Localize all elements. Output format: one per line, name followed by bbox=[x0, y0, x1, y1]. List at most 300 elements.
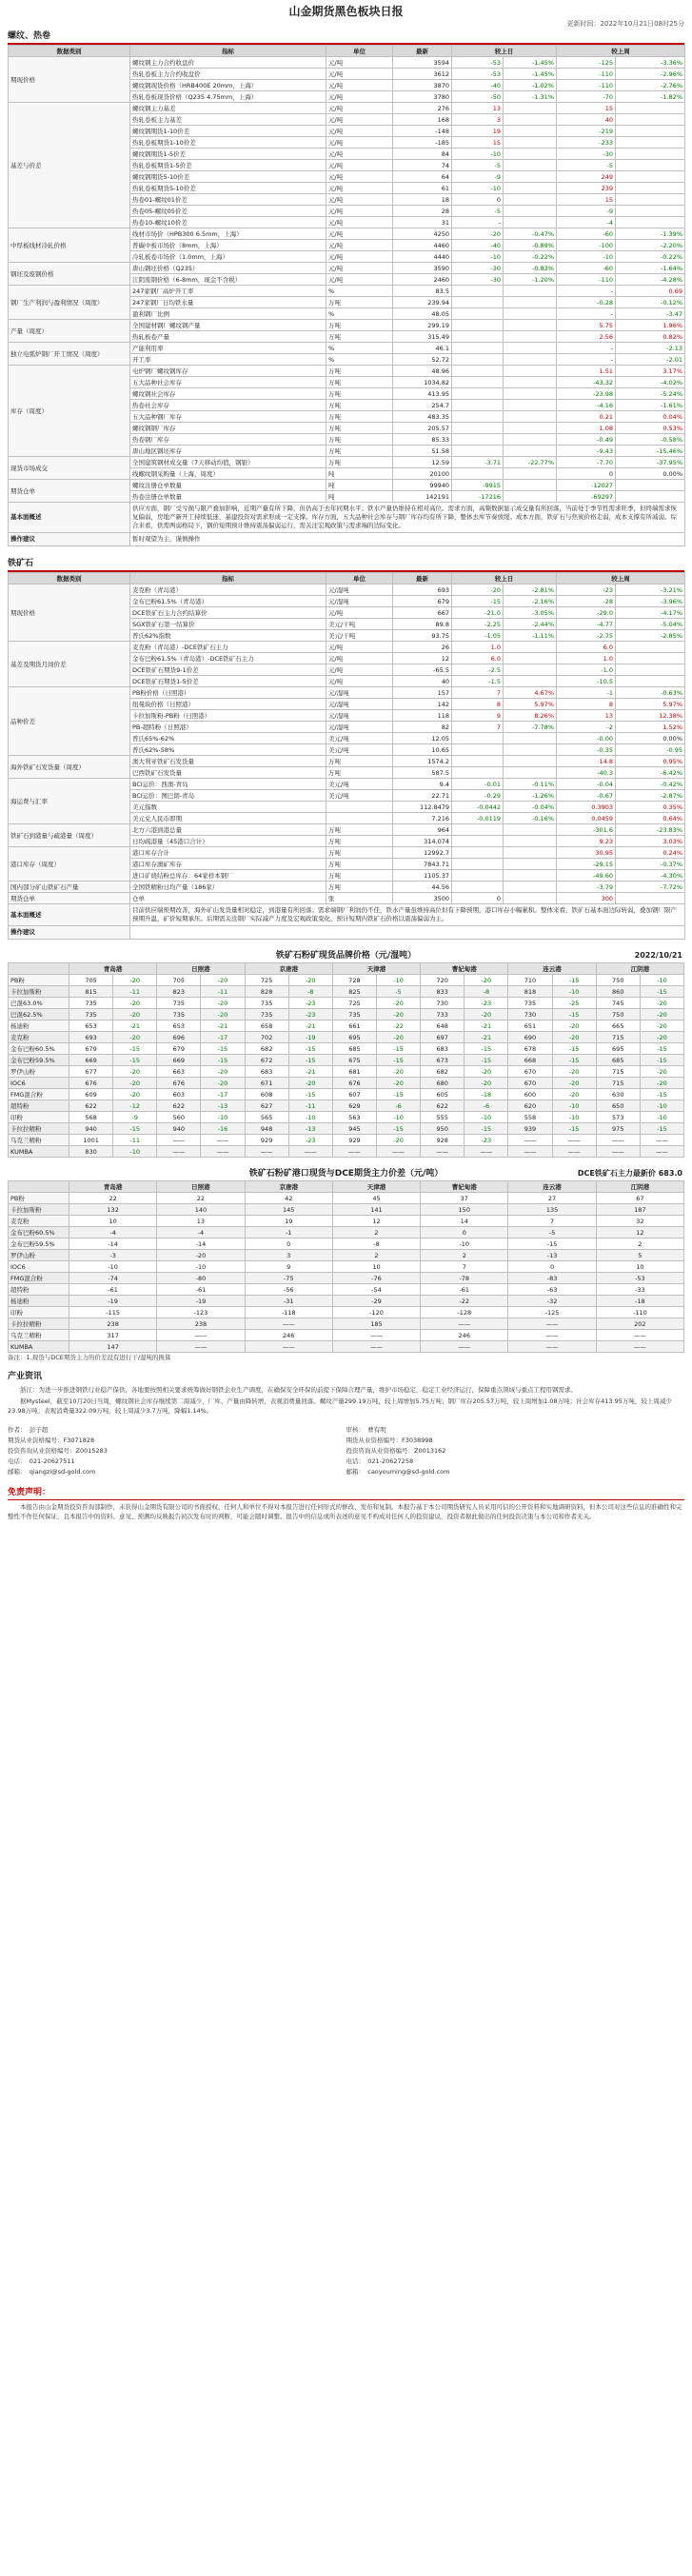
price-cell: 679 bbox=[69, 1043, 113, 1055]
table-row bbox=[9, 286, 685, 297]
change-cell: -0.67 bbox=[557, 790, 616, 802]
indicator-cell: 五大品种钢厂库存 bbox=[130, 411, 326, 423]
table-row bbox=[9, 1250, 684, 1261]
latest-value-cell: -148 bbox=[393, 126, 452, 137]
ore-header-cell: 指标 bbox=[130, 573, 326, 585]
indicator-cell: 螺纹钢社会库存 bbox=[130, 388, 326, 400]
change-cell: -0.37% bbox=[616, 859, 685, 870]
price-change-cell: -21 bbox=[113, 1020, 157, 1032]
latest-value-cell: 31 bbox=[393, 217, 452, 228]
price-change-cell: -12 bbox=[113, 1100, 157, 1112]
change-cell: -110 bbox=[557, 80, 616, 91]
unit-cell: 元/湿吨 bbox=[326, 699, 393, 710]
price-change-cell: -19 bbox=[288, 1032, 332, 1043]
indicator-cell: 港口库存合计 bbox=[130, 847, 326, 859]
change-cell: -4 bbox=[557, 217, 616, 228]
change-cell: 5.97% bbox=[616, 699, 685, 710]
price-change-cell: -20 bbox=[640, 1078, 683, 1089]
change-cell: -69297 bbox=[557, 491, 616, 503]
ore-brand-cell: PB粉 bbox=[9, 975, 69, 986]
ore-header-cell: 最新 bbox=[393, 573, 452, 585]
price-cell: 733 bbox=[421, 1009, 465, 1020]
basis-cell: 37 bbox=[421, 1193, 508, 1204]
latest-value-cell: 89.8 bbox=[393, 619, 452, 630]
indicator-cell: 普氏65%-62% bbox=[130, 733, 326, 744]
price-cell: 715 bbox=[596, 1032, 640, 1043]
price-change-cell: -20 bbox=[640, 1020, 683, 1032]
ore-brand-cell: KUMBA bbox=[9, 1341, 69, 1353]
price-change-cell: -15 bbox=[640, 986, 683, 998]
basis-cell: 10 bbox=[69, 1216, 157, 1227]
change-cell bbox=[504, 160, 557, 171]
table-row bbox=[9, 847, 685, 859]
change-cell: 15 bbox=[557, 194, 616, 206]
price-change-cell: -20 bbox=[113, 1032, 157, 1043]
latest-value-cell: 93.75 bbox=[393, 630, 452, 642]
change-cell: -2.96% bbox=[616, 69, 685, 80]
change-cell: -1.05 bbox=[452, 630, 504, 642]
price-change-cell: -20 bbox=[465, 1078, 508, 1089]
ore-brand-cell: 印粉 bbox=[9, 1307, 69, 1318]
price-cell: 690 bbox=[508, 1032, 552, 1043]
change-cell: -21.0 bbox=[452, 607, 504, 619]
change-cell bbox=[452, 744, 504, 756]
change-cell: -1 bbox=[557, 687, 616, 699]
contact-line: 投资咨询从业资格编号：Z0013162 bbox=[346, 1447, 446, 1455]
change-cell bbox=[504, 733, 557, 744]
ore-brand-cell: 乌克兰精粉 bbox=[9, 1135, 69, 1146]
latest-value-cell: 61 bbox=[393, 183, 452, 194]
latest-value-cell: 20100 bbox=[393, 468, 452, 480]
change-cell bbox=[616, 137, 685, 149]
unit-cell: 万吨 bbox=[326, 400, 393, 411]
latest-value-cell: 12992.7 bbox=[393, 847, 452, 859]
price-change-cell: -16 bbox=[201, 1123, 245, 1135]
change-cell: -4.16 bbox=[557, 400, 616, 411]
change-cell: 5.75 bbox=[557, 320, 616, 331]
table-row bbox=[9, 1009, 684, 1020]
unit-cell: 元/吨 bbox=[326, 103, 393, 114]
change-cell: 0.64% bbox=[616, 813, 685, 824]
change-cell bbox=[452, 377, 504, 388]
price-cell: 603 bbox=[157, 1089, 201, 1100]
change-cell: 13 bbox=[557, 710, 616, 722]
price-cell: 685 bbox=[332, 1043, 376, 1055]
change-cell: -1.61% bbox=[616, 400, 685, 411]
change-cell bbox=[504, 331, 557, 343]
basis-cell: 140 bbox=[157, 1204, 245, 1216]
change-cell: -53 bbox=[452, 69, 504, 80]
unit-cell: 万吨 bbox=[326, 882, 393, 893]
change-cell: -10 bbox=[452, 183, 504, 194]
change-cell: -30 bbox=[452, 263, 504, 274]
port-header: 江阴港 bbox=[596, 1181, 683, 1193]
change-cell: -40 bbox=[452, 80, 504, 91]
unit-cell: 元/湿吨 bbox=[326, 710, 393, 722]
unit-cell: 吨 bbox=[326, 480, 393, 491]
indicator-cell: 进口矿烧结粉总库存：64家样本钢厂 bbox=[130, 870, 326, 882]
price-change-cell: -11 bbox=[201, 986, 245, 998]
indicator-cell: 唐山钢坯价格（Q235） bbox=[130, 263, 326, 274]
table-row bbox=[9, 986, 684, 998]
change-cell: -9915 bbox=[452, 480, 504, 491]
latest-value-cell: 82 bbox=[393, 722, 452, 733]
change-cell: -1.45% bbox=[504, 57, 557, 69]
indicator-cell: 卡拉加斯粉-PB粉（日照港） bbox=[130, 710, 326, 722]
spot-table-title bbox=[8, 949, 684, 962]
unit-cell: 吨 bbox=[326, 468, 393, 480]
price-cell: 568 bbox=[69, 1112, 113, 1123]
ore-brand-cell: 杨迪粉 bbox=[9, 1296, 69, 1307]
indicator-cell: 热卷注册仓单数量 bbox=[130, 491, 326, 503]
price-cell: 725 bbox=[332, 998, 376, 1009]
unit-cell: 美元/吨 bbox=[326, 790, 393, 802]
price-cell: 730 bbox=[508, 1009, 552, 1020]
change-cell bbox=[504, 744, 557, 756]
ore-brand-cell: FMG混合粉 bbox=[9, 1273, 69, 1284]
price-cell: 678 bbox=[508, 1043, 552, 1055]
indicator-cell: PB粉价格（日照港） bbox=[130, 687, 326, 699]
change-cell: 4.67% bbox=[504, 687, 557, 699]
table-row bbox=[9, 1238, 684, 1250]
basis-cell: -4 bbox=[157, 1227, 245, 1238]
table-row bbox=[9, 756, 685, 767]
change-cell: 7 bbox=[452, 687, 504, 699]
unit-cell: 万吨 bbox=[326, 756, 393, 767]
contact-line: 邮箱： caoyouming@sd-gold.com bbox=[346, 1468, 450, 1476]
price-change-cell: -20 bbox=[552, 1089, 596, 1100]
unit-cell: 美元/干吨 bbox=[326, 619, 393, 630]
change-cell: 3.03% bbox=[616, 836, 685, 847]
change-cell bbox=[452, 286, 504, 297]
change-cell: - bbox=[557, 343, 616, 354]
ore-brand-cell: 巴混62.5% bbox=[9, 1009, 69, 1020]
category-cell: 品种价差 bbox=[9, 687, 130, 756]
price-cell: 675 bbox=[332, 1055, 376, 1066]
unit-cell: 美元/吨 bbox=[326, 744, 393, 756]
latest-value-cell: 99940 bbox=[393, 480, 452, 491]
category-cell: 铁矿石到港量与疏港量（周度） bbox=[9, 824, 130, 847]
steel-header-cell: 较上周 bbox=[557, 46, 685, 57]
latest-value-cell: 299.19 bbox=[393, 320, 452, 331]
latest-value-cell: -65.5 bbox=[393, 664, 452, 676]
basis-cell: -61 bbox=[421, 1284, 508, 1296]
price-cell: 735 bbox=[69, 998, 113, 1009]
change-cell: -2.01 bbox=[616, 354, 685, 366]
ore-brand-cell: 麦克粉 bbox=[9, 1216, 69, 1227]
basis-table bbox=[8, 1180, 684, 1353]
change-cell bbox=[616, 480, 685, 491]
change-cell: -7.72% bbox=[616, 882, 685, 893]
table-row bbox=[9, 103, 685, 114]
unit-cell: 万吨 bbox=[326, 824, 393, 836]
latest-value-cell: 4250 bbox=[393, 228, 452, 240]
basis-cell: -61 bbox=[157, 1284, 245, 1296]
basis-cell: —— bbox=[508, 1341, 596, 1353]
table-row bbox=[9, 1216, 684, 1227]
price-change-cell: -6 bbox=[376, 1100, 420, 1112]
basis-cell: -29 bbox=[332, 1296, 420, 1307]
change-cell: 0.3903 bbox=[557, 802, 616, 813]
change-cell bbox=[504, 824, 557, 836]
price-change-cell: -20 bbox=[113, 1066, 157, 1078]
ore-brand-cell: 金布巴粉60.5% bbox=[9, 1227, 69, 1238]
price-change-cell: -20 bbox=[201, 1009, 245, 1020]
latest-value-cell: 74 bbox=[393, 160, 452, 171]
price-cell: 693 bbox=[69, 1032, 113, 1043]
ore-brand-cell: 印粉 bbox=[9, 1112, 69, 1123]
table-row bbox=[9, 343, 685, 354]
price-change-cell: -15 bbox=[113, 1043, 157, 1055]
price-cell: 608 bbox=[245, 1089, 288, 1100]
table-row bbox=[9, 1089, 684, 1100]
price-cell: 705 bbox=[69, 975, 113, 986]
change-cell: 14.8 bbox=[557, 756, 616, 767]
change-cell: 0 bbox=[452, 194, 504, 206]
price-cell: 670 bbox=[508, 1078, 552, 1089]
table-row bbox=[9, 366, 685, 377]
price-cell: 929 bbox=[245, 1135, 288, 1146]
price-cell: 815 bbox=[69, 986, 113, 998]
ore-brand-cell: KUMBA bbox=[9, 1146, 69, 1158]
change-cell: -10 bbox=[452, 251, 504, 263]
change-cell: -5.04% bbox=[616, 619, 685, 630]
indicator-cell: DCE铁矿石期货9-1价差 bbox=[130, 664, 326, 676]
change-cell bbox=[616, 642, 685, 653]
change-cell: -2.16% bbox=[504, 596, 557, 607]
change-cell: -2.76% bbox=[616, 80, 685, 91]
price-change-cell: -15 bbox=[201, 1055, 245, 1066]
unit-cell: 万吨 bbox=[326, 377, 393, 388]
price-cell: 679 bbox=[157, 1043, 201, 1055]
unit-cell: 元/吨 bbox=[326, 114, 393, 126]
basis-cell: -15 bbox=[508, 1238, 596, 1250]
price-cell: 683 bbox=[421, 1043, 465, 1055]
change-cell bbox=[616, 491, 685, 503]
change-cell: -219 bbox=[557, 126, 616, 137]
price-change-cell: -15 bbox=[552, 1123, 596, 1135]
unit-cell: 元/吨 bbox=[326, 194, 393, 206]
latest-value-cell: 239.94 bbox=[393, 297, 452, 308]
unit-cell: 元/吨 bbox=[326, 149, 393, 160]
change-cell bbox=[504, 377, 557, 388]
unit-cell: 万吨 bbox=[326, 320, 393, 331]
indicator-cell: 北方六港到港总量 bbox=[130, 824, 326, 836]
unit-cell: 元/吨 bbox=[326, 263, 393, 274]
change-cell: -0.83% bbox=[504, 263, 557, 274]
change-cell bbox=[504, 446, 557, 457]
change-cell: -60 bbox=[557, 228, 616, 240]
category-cell: 钢厂生产利润与盈利情况（周度） bbox=[9, 286, 130, 320]
price-cell: 673 bbox=[421, 1055, 465, 1066]
basis-cell: 45 bbox=[332, 1193, 420, 1204]
change-cell: 1.52% bbox=[616, 722, 685, 733]
latest-value-cell: 12 bbox=[393, 653, 452, 664]
price-change-cell: -10 bbox=[113, 1146, 157, 1158]
basis-cell: 135 bbox=[508, 1204, 596, 1216]
table-row bbox=[9, 687, 685, 699]
price-change-cell: -20 bbox=[201, 975, 245, 986]
change-cell bbox=[504, 893, 557, 904]
unit-cell: 元/吨 bbox=[326, 160, 393, 171]
steel-summary-text: 供应方面，钢厂受亏损与限产叠加影响，近期产量有所下降，但仍高于去年同期水平；铁水产量仍维持在相对高位。需求方面，高频数据显示成交量有所回落，当前处于季节性需求旺季，但终端需求恢复偏弱，房地产新开工持续低迷，基建投资对需求形成一定支撑。库存方面，五大品种社会库存与钢厂库存均有所下降，整体去库节奏放缓。成本方面，铁矿石与焦炭价格走弱，成本支撑有所减弱。综合来看，供需两弱格局下，钢价短期预计维持震荡偏弱运行，需关注宏观政策与需求端的边际变化。 bbox=[130, 503, 685, 533]
table-row bbox=[9, 457, 685, 468]
change-cell: 3 bbox=[452, 114, 504, 126]
unit-cell: % bbox=[326, 308, 393, 320]
price-cell: —— bbox=[596, 1146, 640, 1158]
latest-value-cell: 7843.71 bbox=[393, 859, 452, 870]
price-cell: 735 bbox=[157, 1009, 201, 1020]
price-change-cell: -15 bbox=[640, 1123, 683, 1135]
change-cell bbox=[616, 194, 685, 206]
unit-cell: 元/吨 bbox=[326, 126, 393, 137]
change-cell: -5 bbox=[557, 160, 616, 171]
indicator-cell: 热卷05-螺纹05价差 bbox=[130, 206, 326, 217]
change-cell bbox=[452, 411, 504, 423]
change-cell bbox=[504, 836, 557, 847]
basis-cell: —— bbox=[596, 1341, 683, 1353]
basis-cell: 3 bbox=[245, 1250, 332, 1261]
basis-cell: -5 bbox=[508, 1227, 596, 1238]
change-cell: -2.5 bbox=[452, 664, 504, 676]
indicator-cell: 仓单 bbox=[130, 893, 326, 904]
change-cell: -20 bbox=[452, 228, 504, 240]
ore-brand-cell: 卡拉拉精粉 bbox=[9, 1123, 69, 1135]
basis-cell: -13 bbox=[508, 1250, 596, 1261]
price-cell: 672 bbox=[245, 1055, 288, 1066]
change-cell: -10 bbox=[452, 149, 504, 160]
change-cell: -2.20% bbox=[616, 240, 685, 251]
price-change-cell: -23 bbox=[288, 1135, 332, 1146]
change-cell: 1.51 bbox=[557, 366, 616, 377]
unit-cell: 万吨 bbox=[326, 434, 393, 446]
change-cell: 0 bbox=[452, 893, 504, 904]
price-change-cell: -20 bbox=[465, 1009, 508, 1020]
price-cell: 622 bbox=[157, 1100, 201, 1112]
table-row bbox=[9, 1261, 684, 1273]
change-cell: 0.82% bbox=[616, 331, 685, 343]
price-cell: 653 bbox=[69, 1020, 113, 1032]
price-cell: 833 bbox=[421, 986, 465, 998]
basis-cell: -10 bbox=[157, 1261, 245, 1273]
indicator-cell: 热轧卷板主力基差 bbox=[130, 114, 326, 126]
table-row bbox=[9, 1055, 684, 1066]
change-cell: 8 bbox=[452, 699, 504, 710]
price-cell: 558 bbox=[508, 1112, 552, 1123]
price-cell: 735 bbox=[332, 1009, 376, 1020]
unit-cell: 元/吨 bbox=[326, 251, 393, 263]
indicator-cell: 电炉钢厂螺纹钢库存 bbox=[130, 366, 326, 377]
basis-table-title-text: 铁矿石粉矿港口现货与DCE期货主力价差（元/吨） bbox=[248, 1169, 444, 1179]
basis-cell: 185 bbox=[332, 1318, 420, 1330]
change-cell: -0.29 bbox=[452, 790, 504, 802]
change-cell: -60 bbox=[557, 263, 616, 274]
ore-brand-cell: 卡拉拉精粉 bbox=[9, 1318, 69, 1330]
price-change-cell: —— bbox=[201, 1135, 245, 1146]
change-cell bbox=[452, 354, 504, 366]
change-cell bbox=[504, 767, 557, 779]
price-cell: 665 bbox=[596, 1020, 640, 1032]
price-cell: 830 bbox=[69, 1146, 113, 1158]
table-row bbox=[9, 263, 685, 274]
steel-section-title: 螺纹、热卷 bbox=[8, 30, 684, 45]
basis-cell: —— bbox=[596, 1330, 683, 1341]
basis-cell: 141 bbox=[332, 1204, 420, 1216]
news-paragraph: 据Mysteel，截至10月20日当周，螺纹钢社会库存继续第二周减少，厂库、产量由降转增，表观消费量回落。螺纹产量299.19万吨，较上周增加5.75万吨；钢厂库存205.57万吨，较上周增加1.08万吨；社会库存413.95万吨，较上周减少23.98万吨；表观消费量322.09万吨，较上周减少3.7万吨，降幅1.14%。 bbox=[8, 1397, 672, 1415]
change-cell bbox=[452, 343, 504, 354]
price-change-cell: -10 bbox=[376, 975, 420, 986]
table-row bbox=[9, 1112, 684, 1123]
basis-cell: -4 bbox=[69, 1227, 157, 1238]
unit-cell: 美元/干吨 bbox=[326, 630, 393, 642]
table-row bbox=[9, 1146, 684, 1158]
table-row bbox=[9, 1204, 684, 1216]
change-cell: 2.56 bbox=[557, 331, 616, 343]
ore-brand-cell: 麦克粉 bbox=[9, 1032, 69, 1043]
price-change-cell: -9 bbox=[113, 1112, 157, 1123]
price-change-cell: -25 bbox=[552, 998, 596, 1009]
author-contact bbox=[8, 1425, 346, 1477]
change-cell: -2.87% bbox=[616, 790, 685, 802]
latest-value-cell: 205.57 bbox=[393, 423, 452, 434]
table-row bbox=[9, 779, 685, 790]
latest-value-cell: 2460 bbox=[393, 274, 452, 286]
basis-cell: 0 bbox=[245, 1238, 332, 1250]
price-cell: 563 bbox=[332, 1112, 376, 1123]
unit-cell: 元/吨 bbox=[326, 183, 393, 194]
change-cell: -29.0 bbox=[557, 607, 616, 619]
basis-cell: 42 bbox=[245, 1193, 332, 1204]
price-cell: 651 bbox=[508, 1020, 552, 1032]
change-cell bbox=[504, 103, 557, 114]
change-cell: 13 bbox=[452, 103, 504, 114]
price-change-cell: -20 bbox=[113, 975, 157, 986]
change-cell: 3.17% bbox=[616, 366, 685, 377]
ore-brand-cell: PB粉 bbox=[9, 1193, 69, 1204]
indicator-cell: 247家钢厂高炉开工率 bbox=[130, 286, 326, 297]
steel-header-cell: 最新 bbox=[393, 46, 452, 57]
basis-cell: 9 bbox=[245, 1261, 332, 1273]
price-cell: 929 bbox=[332, 1135, 376, 1146]
steel-table bbox=[8, 45, 685, 546]
change-cell bbox=[452, 400, 504, 411]
price-change-cell: -13 bbox=[201, 1100, 245, 1112]
change-cell: -1.31% bbox=[504, 91, 557, 103]
ore-summary-text: 目前供应端预期改善，海外矿山发货量相对稳定，到港量有所回落；需求端钢厂利润仍不佳，铁水产量虽维持高位但有下降预期，港口库存小幅累积。整体来看，铁矿石基本面边际转弱，叠加钢厂限产预期升温，矿价短期承压。后期需关注钢厂实际减产力度及宏观政策变化，预计短期内铁矿石价格以震荡偏弱为主。 bbox=[130, 904, 685, 926]
latest-value-cell: 142191 bbox=[393, 491, 452, 503]
table-row bbox=[9, 1123, 684, 1135]
change-cell: -1.82% bbox=[616, 91, 685, 103]
contact-line: 电话： 021-20627511 bbox=[8, 1457, 75, 1465]
price-cell: 648 bbox=[421, 1020, 465, 1032]
unit-cell: 万吨 bbox=[326, 331, 393, 343]
price-change-cell: -10 bbox=[552, 1100, 596, 1112]
steel-header-cell: 数据类别 bbox=[9, 46, 130, 57]
price-change-cell: -20 bbox=[376, 1009, 420, 1020]
change-cell: 0.24% bbox=[616, 847, 685, 859]
ore-brand-cell: 罗伊山粉 bbox=[9, 1250, 69, 1261]
ore-brand-cell: FMG混合粉 bbox=[9, 1089, 69, 1100]
basis-cell: -78 bbox=[421, 1273, 508, 1284]
change-cell bbox=[616, 653, 685, 664]
unit-cell: 万吨 bbox=[326, 411, 393, 423]
indicator-cell: 唐山地区钢坯库存 bbox=[130, 446, 326, 457]
basis-cell: -14 bbox=[157, 1238, 245, 1250]
price-cell: 622 bbox=[421, 1100, 465, 1112]
table-row bbox=[9, 975, 684, 986]
indicator-cell: 全国建材钢厂螺纹钢产量 bbox=[130, 320, 326, 331]
change-cell bbox=[616, 171, 685, 183]
